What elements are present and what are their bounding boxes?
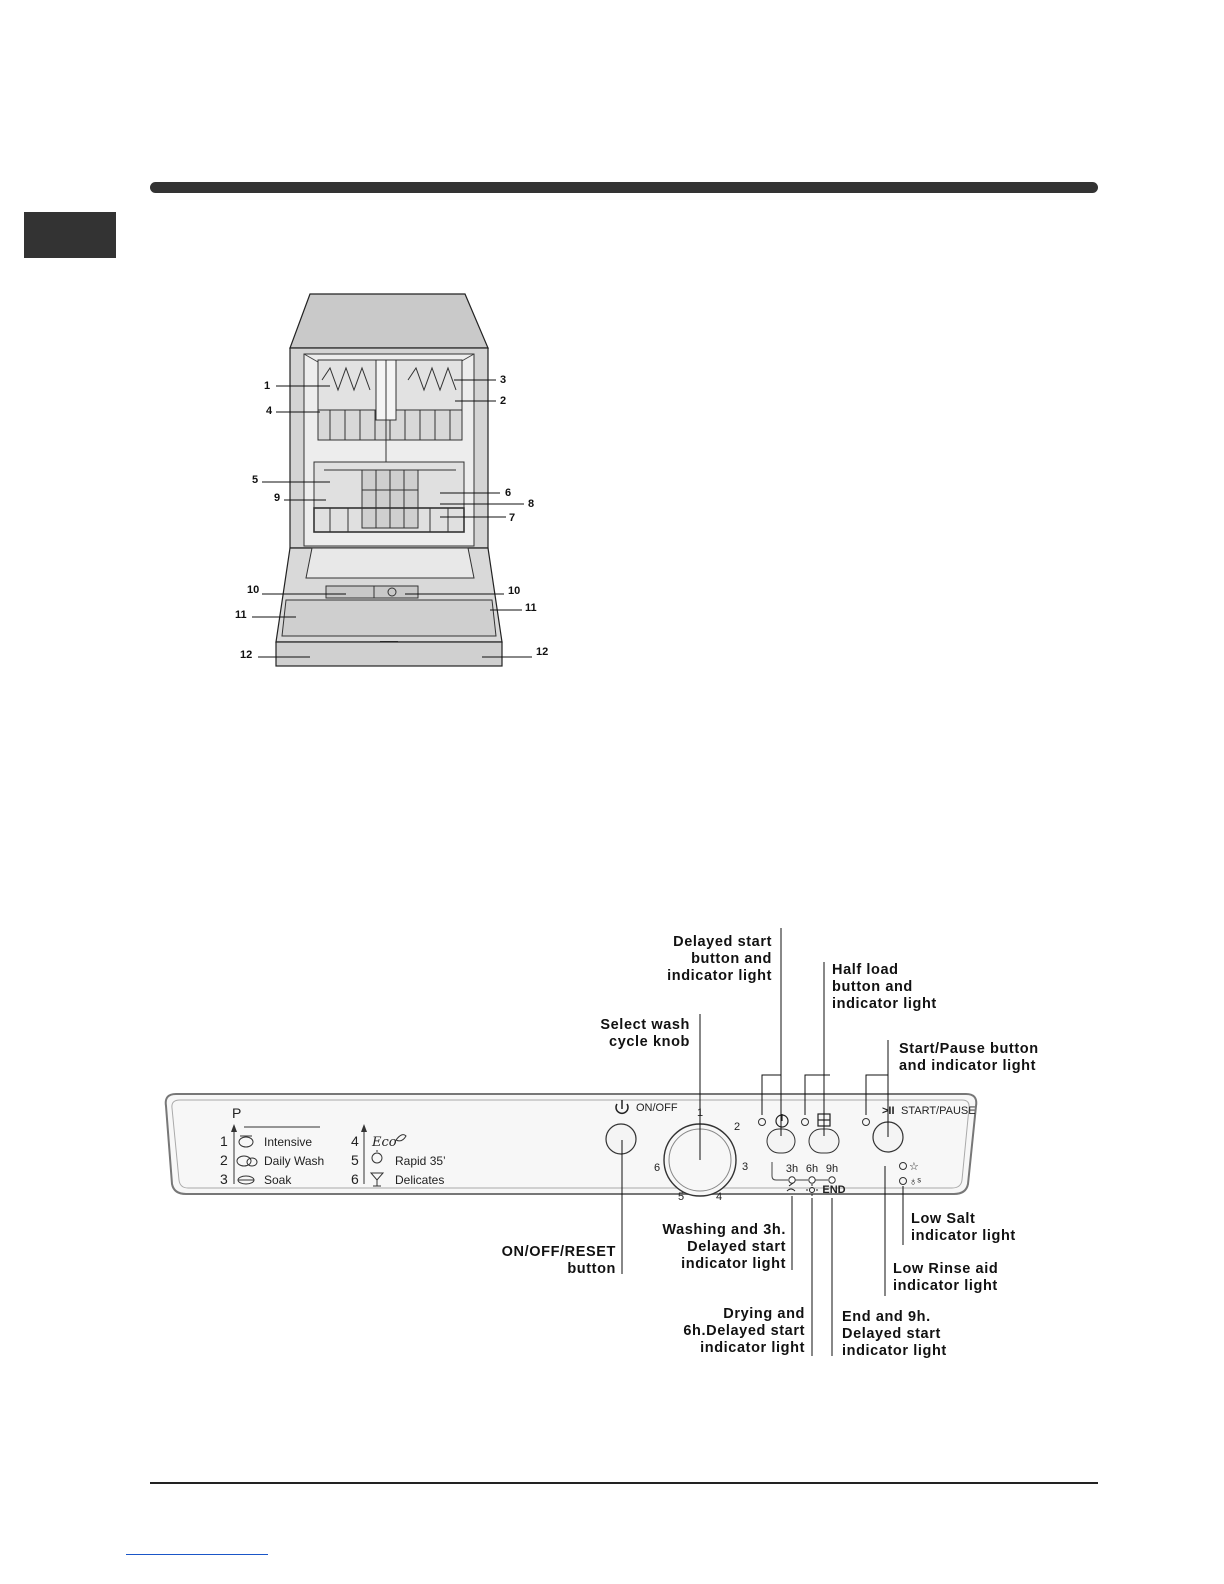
callout-line: indicator light: [911, 1228, 1016, 1244]
label-3: 3: [500, 374, 507, 386]
callout-line: indicator light: [832, 996, 937, 1012]
callout-line: Delayed start: [673, 934, 772, 950]
callout-line: button: [567, 1261, 616, 1277]
start-pause-label: START/PAUSE: [901, 1105, 976, 1117]
end-label: END: [822, 1184, 846, 1196]
onoff-button[interactable]: [606, 1124, 636, 1154]
rinse-aid-star-icon: ☆: [909, 1161, 919, 1173]
callout-line: indicator light: [667, 968, 772, 984]
footer-rule: [150, 1482, 1098, 1484]
delayed-start-callout: [640, 934, 772, 985]
label-7: 7: [509, 512, 516, 524]
salt-icon: ♁ˢ: [909, 1176, 921, 1188]
knob-position-6: 6: [653, 1162, 661, 1174]
label-11-left: 11: [235, 609, 247, 621]
program-6-number: 6: [351, 1171, 359, 1187]
half-load-callout: [832, 962, 937, 1013]
delay-9h-label: 9h: [825, 1163, 839, 1175]
program-4-number: 4: [351, 1133, 359, 1149]
callout-line: End and 9h.: [842, 1309, 931, 1325]
knob-position-5: 5: [677, 1191, 685, 1203]
onoff-label: ON/OFF: [636, 1102, 678, 1114]
label-4: 4: [266, 405, 273, 417]
callout-line: Washing and 3h.: [662, 1222, 786, 1238]
label-8: 8: [528, 498, 535, 510]
label-12-right: 12: [536, 646, 549, 658]
label-2: 2: [500, 395, 507, 407]
program-4-name: Eco: [372, 1135, 397, 1150]
callout-line: Half load: [832, 962, 899, 978]
callout-line: and indicator light: [899, 1058, 1037, 1074]
program-6-name: Delicates: [395, 1173, 445, 1187]
label-11-right: 11: [525, 602, 537, 614]
start-pause-icon: >II: [882, 1105, 895, 1117]
callout-line: Delayed start: [687, 1239, 786, 1255]
program-1-number: 1: [220, 1133, 228, 1149]
onoff-reset-callout: [480, 1244, 616, 1278]
callout-line: Start/Pause button: [899, 1041, 1039, 1057]
program-header: P: [232, 1105, 242, 1121]
program-5-number: 5: [351, 1152, 359, 1168]
label-12-left: 12: [240, 649, 253, 661]
label-9: 9: [274, 492, 281, 504]
program-3-number: 3: [220, 1171, 228, 1187]
program-5-name: Rapid 35’: [395, 1154, 446, 1168]
low-salt-callout: [911, 1211, 1016, 1245]
label-10-right: 10: [508, 585, 521, 597]
footer-link-underline: [126, 1554, 268, 1555]
callout-line: Low Salt: [911, 1211, 976, 1227]
end-indicator-light: [829, 1177, 835, 1183]
callout-line: button and: [691, 951, 772, 967]
drying-indicator-light: [809, 1177, 815, 1183]
label-6: 6: [505, 487, 512, 499]
callout-line: cycle knob: [609, 1034, 690, 1050]
callout-line: ON/OFF/RESET: [501, 1244, 616, 1260]
delay-6h-label: 6h: [805, 1163, 819, 1175]
callout-line: Low Rinse aid: [893, 1261, 999, 1277]
select-wash-callout: [580, 1017, 690, 1051]
program-1-name: Intensive: [264, 1135, 313, 1149]
callout-line: indicator light: [893, 1278, 998, 1294]
start-pause-callout: [899, 1041, 1039, 1075]
callout-line: Delayed start: [842, 1326, 941, 1342]
knob-position-2: 2: [733, 1121, 741, 1133]
callout-line: indicator light: [700, 1340, 805, 1356]
low-rinse-callout: [893, 1261, 998, 1295]
program-3-name: Soak: [264, 1173, 292, 1187]
callout-line: 6h.Delayed start: [683, 1323, 805, 1339]
callout-line: indicator light: [842, 1343, 947, 1359]
label-10-left: 10: [247, 584, 260, 596]
label-5: 5: [252, 474, 259, 486]
drying-callout: [650, 1306, 805, 1357]
end-9h-callout: [842, 1309, 947, 1360]
knob-position-4: 4: [715, 1191, 723, 1203]
washing-indicator-light: [789, 1177, 795, 1183]
callout-line: Select wash: [600, 1017, 690, 1033]
label-1: 1: [264, 380, 271, 392]
program-2-name: Daily Wash: [264, 1154, 325, 1168]
delay-3h-label: 3h: [785, 1163, 799, 1175]
callout-line: indicator light: [681, 1256, 786, 1272]
knob-position-3: 3: [741, 1161, 749, 1173]
washing-callout: [640, 1222, 786, 1273]
program-2-number: 2: [220, 1152, 228, 1168]
callout-line: button and: [832, 979, 913, 995]
callout-line: Drying and: [723, 1306, 805, 1322]
knob-position-1: 1: [696, 1107, 704, 1119]
